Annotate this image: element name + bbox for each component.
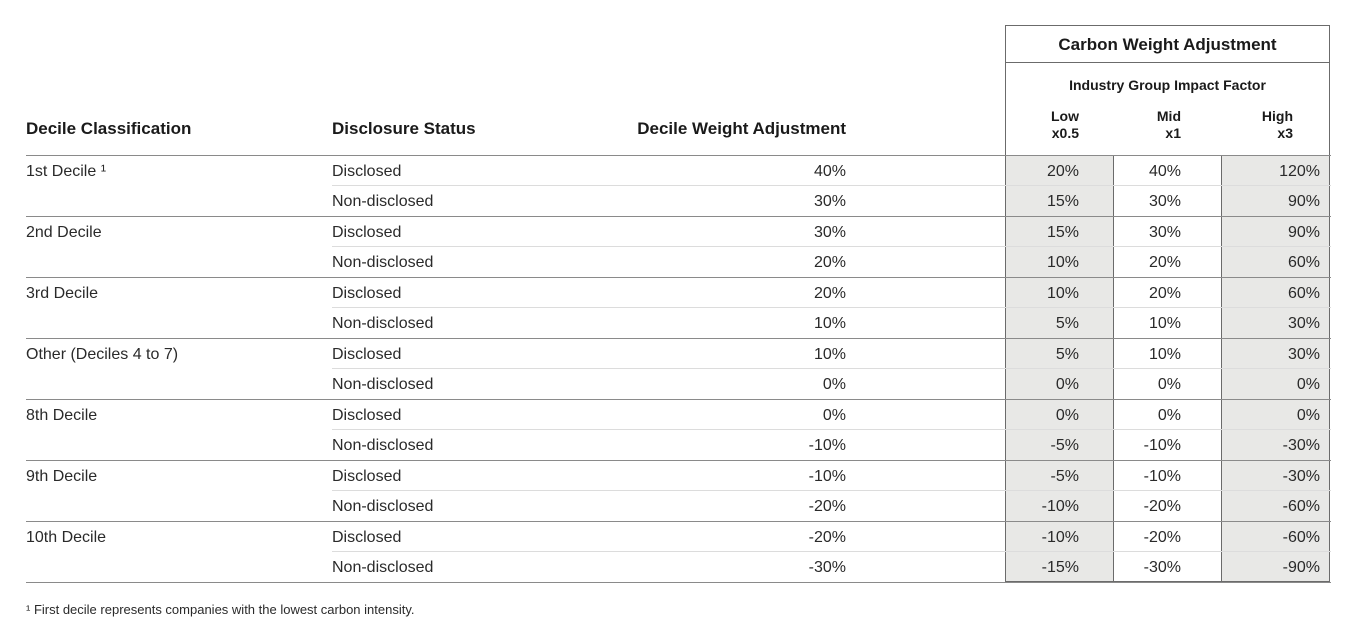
cell-status: Disclosed: [332, 285, 402, 302]
table-row: [0, 522, 1358, 552]
header-decile-weight-adjustment: Decile Weight Adjustment: [637, 119, 846, 138]
cell-status: Non-disclosed: [332, 376, 434, 393]
cell-mid: 30%: [1148, 224, 1181, 241]
cell-mid: 0%: [1157, 376, 1181, 393]
header-factor-mid: [1157, 108, 1181, 142]
cell-mid: -20%: [1143, 498, 1181, 515]
table-row: [0, 552, 1358, 582]
cell-mid: 10%: [1148, 315, 1181, 332]
table-row: [0, 369, 1358, 399]
table-row: [0, 156, 1358, 186]
cell-low: 10%: [1046, 254, 1079, 271]
cell-high: 90%: [1287, 224, 1320, 241]
cell-low: 10%: [1046, 285, 1079, 302]
cell-status: Non-disclosed: [332, 498, 434, 515]
cell-weight: 10%: [813, 346, 846, 363]
cell-decile: 10th Decile: [26, 529, 107, 546]
factor-multiplier: x3: [1277, 125, 1293, 141]
cell-mid: -30%: [1143, 559, 1181, 576]
cell-weight: -10%: [808, 437, 846, 454]
cell-decile: Other (Deciles 4 to 7): [26, 346, 179, 363]
cell-low: -5%: [1050, 437, 1079, 454]
header-carbon-weight-adjustment: Carbon Weight Adjustment: [1058, 35, 1277, 54]
cell-low: 5%: [1055, 346, 1079, 363]
cell-mid: 0%: [1157, 407, 1181, 424]
cell-weight: -30%: [808, 559, 846, 576]
cell-high: -30%: [1282, 468, 1320, 485]
factor-label: Mid: [1156, 108, 1181, 124]
cell-high: -60%: [1282, 529, 1320, 546]
factor-multiplier: x1: [1165, 125, 1181, 141]
footnote: ¹ First decile represents companies with the lowest carbon intensity.: [26, 602, 415, 617]
cell-mid: 40%: [1148, 163, 1181, 180]
cell-high: 90%: [1287, 193, 1320, 210]
table-row: [0, 278, 1358, 308]
cell-weight: 30%: [813, 224, 846, 241]
cell-mid: -10%: [1143, 468, 1181, 485]
cell-decile: 9th Decile: [26, 468, 98, 485]
cell-mid: 30%: [1148, 193, 1181, 210]
cell-high: -60%: [1282, 498, 1320, 515]
cell-weight: 0%: [822, 407, 846, 424]
cell-decile: 8th Decile: [26, 407, 98, 424]
cell-status: Non-disclosed: [332, 254, 434, 271]
cell-mid: 20%: [1148, 254, 1181, 271]
cell-low: 0%: [1055, 376, 1079, 393]
cell-high: -30%: [1282, 437, 1320, 454]
cell-low: -15%: [1041, 559, 1079, 576]
factor-multiplier: x0.5: [1051, 125, 1079, 141]
cell-status: Non-disclosed: [332, 193, 434, 210]
cell-low: 20%: [1046, 163, 1079, 180]
table-row: [0, 491, 1358, 521]
header-industry-group-impact-factor: Industry Group Impact Factor: [1069, 77, 1266, 93]
cell-high: -90%: [1282, 559, 1320, 576]
cell-status: Disclosed: [332, 529, 402, 546]
cell-low: 0%: [1055, 407, 1079, 424]
cell-status: Disclosed: [332, 346, 402, 363]
header-decile-classification: Decile Classification: [26, 119, 192, 138]
cell-mid: 20%: [1148, 285, 1181, 302]
cell-status: Non-disclosed: [332, 559, 434, 576]
cell-status: Disclosed: [332, 163, 402, 180]
table-row: [0, 247, 1358, 277]
table-row: [0, 186, 1358, 216]
cell-status: Non-disclosed: [332, 437, 434, 454]
cell-high: 60%: [1287, 285, 1320, 302]
cell-decile: 1st Decile ¹: [26, 163, 107, 180]
cell-high: 60%: [1287, 254, 1320, 271]
cell-high: 30%: [1287, 315, 1320, 332]
cell-status: Disclosed: [332, 224, 402, 241]
cell-mid: -10%: [1143, 437, 1181, 454]
header-disclosure-status: Disclosure Status: [332, 119, 476, 138]
cell-low: 5%: [1055, 315, 1079, 332]
cell-low: 15%: [1046, 224, 1079, 241]
table-row: [0, 217, 1358, 247]
header-factor-high: [1262, 108, 1293, 142]
cell-low: -10%: [1041, 498, 1079, 515]
cell-weight: 20%: [813, 285, 846, 302]
cell-low: -5%: [1050, 468, 1079, 485]
cell-weight: 20%: [813, 254, 846, 271]
table-row: [0, 339, 1358, 369]
cell-status: Disclosed: [332, 407, 402, 424]
cell-mid: 10%: [1148, 346, 1181, 363]
cell-low: -10%: [1041, 529, 1079, 546]
table-bottom-rule: [26, 582, 1331, 583]
header-factor-low: [1051, 108, 1079, 142]
factor-label: Low: [1051, 108, 1079, 124]
table-row: [0, 400, 1358, 430]
cell-weight: 10%: [813, 315, 846, 332]
cell-high: 0%: [1296, 376, 1320, 393]
table-row: [0, 430, 1358, 460]
cell-weight: -20%: [808, 498, 846, 515]
cell-weight: 30%: [813, 193, 846, 210]
cell-weight: -20%: [808, 529, 846, 546]
cell-status: Disclosed: [332, 468, 402, 485]
cell-low: 15%: [1046, 193, 1079, 210]
table-row: [0, 308, 1358, 338]
table-row: [0, 461, 1358, 491]
factor-label: High: [1261, 108, 1293, 124]
cell-decile: 3rd Decile: [26, 285, 99, 302]
cell-mid: -20%: [1143, 529, 1181, 546]
cell-weight: 40%: [813, 163, 846, 180]
cell-high: 30%: [1287, 346, 1320, 363]
divider: [1005, 62, 1330, 63]
cell-high: 0%: [1296, 407, 1320, 424]
cell-high: 120%: [1279, 163, 1320, 180]
cell-weight: 0%: [822, 376, 846, 393]
cell-weight: -10%: [808, 468, 846, 485]
cell-status: Non-disclosed: [332, 315, 434, 332]
cell-decile: 2nd Decile: [26, 224, 102, 241]
